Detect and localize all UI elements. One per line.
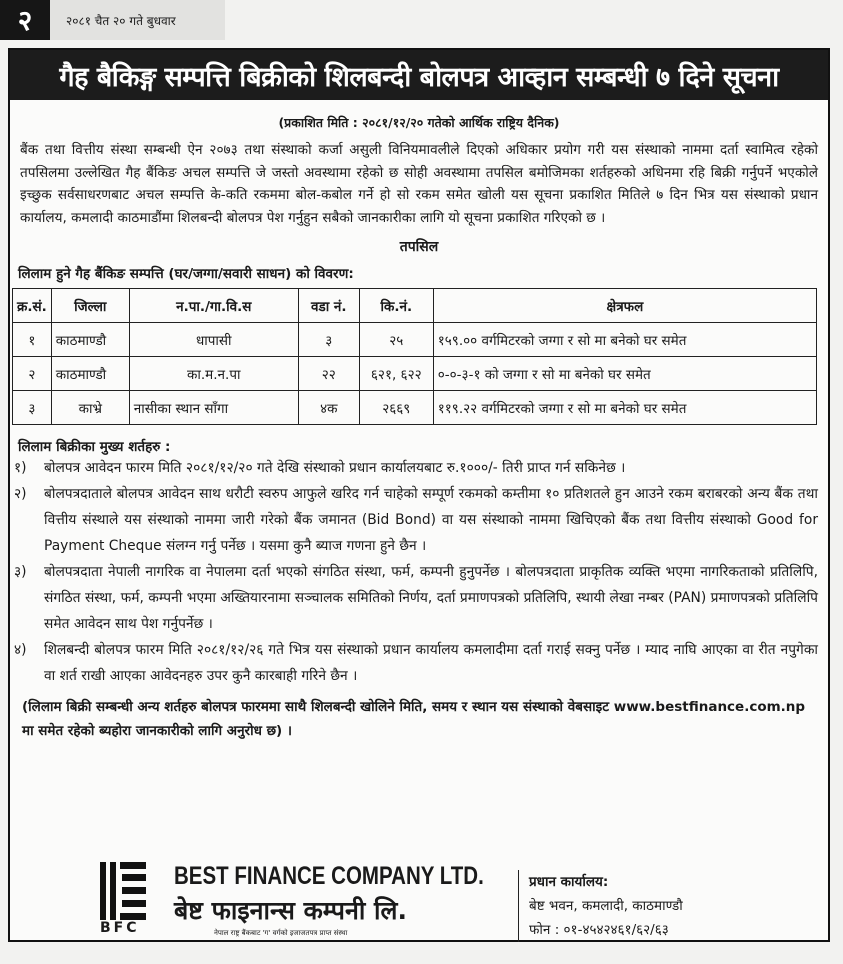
cell-ward: ४क xyxy=(298,391,359,425)
cell-district: काभ्रे xyxy=(51,391,129,425)
cell-area: ०-०-३-१ को जग्गा र सो मा बनेको घर समेत xyxy=(433,357,816,391)
col-district: जिल्ला xyxy=(51,289,129,323)
cell-sn: ३ xyxy=(13,391,52,425)
cell-municipality: धापासी xyxy=(129,323,298,357)
condition-text: बोलपत्रदाताले बोलपत्र आवेदन साथ धरौटी स्वरुप आफुले खरिद गर्न चाहेको सम्पूर्ण रकमको कम्तीमा १० प्रतिशतले हुन आउने रकम बराबरको अन्य बैंक तथा वित्तीय संस्थाले यस संस्थाको नाममा जारी गरेको बैंक जमानत (Bid Bond) वा यस संस्थाको नाममा खिचिएको बैंक तथा वित्तीय संस्थाको Good for Payment Cheque संलग्न गर्नु पर्नेछ । यसमा कुनै ब्याज गणना हुने छैन । xyxy=(44,486,818,554)
condition-number: २) xyxy=(14,486,27,502)
logo-text: BFC xyxy=(100,920,140,936)
col-area: क्षेत्रफल xyxy=(433,289,816,323)
condition-text: शिलबन्दी बोलपत्र फारम मिति २०८१/१२/२६ गते भित्र यस संस्थाको प्रधान कार्यालय कमलादीमा दर्ता गराई सक्नु पर्नेछ । म्याद नाघि आएका वा रीत नपुगेका वा शर्त राखी आएका आवेदनहरु उपर कुनै कारबाही गरिने छैन । xyxy=(44,642,818,684)
table-row xyxy=(13,357,817,391)
office-address: बेष्ट भवन, कमलादी, काठमाण्डौ xyxy=(529,898,683,914)
cell-plot: २६६९ xyxy=(359,391,433,425)
col-sn: क्र.सं. xyxy=(13,289,52,323)
condition-number: ३) xyxy=(14,564,27,580)
cell-sn: २ xyxy=(13,357,52,391)
condition-item xyxy=(14,481,818,559)
page-number: २ xyxy=(0,0,50,40)
condition-item xyxy=(14,637,818,689)
cell-municipality: नासीका स्थान साँगा xyxy=(129,391,298,425)
cell-district: काठमाण्डौ xyxy=(51,357,129,391)
table-row xyxy=(13,391,817,425)
company-name-en: BEST FINANCE COMPANY LTD. xyxy=(174,862,484,890)
company-tagline: नेपाल राष्ट्र बैंकबाट 'ग' वर्गको इजाजतपत्र प्राप्त संस्था xyxy=(214,929,348,937)
cell-sn: १ xyxy=(13,323,52,357)
col-ward: वडा नं. xyxy=(298,289,359,323)
footnote: (लिलाम बिक्री सम्बन्धी अन्य शर्तहरु बोलपत्र फारममा साथै शिलबन्दी खोलिने मिति, समय र स्थान यस संस्थाको वेबसाइट www.bestfinance.com.np मा समेत रहेको ब्यहोरा जानकारीको लागि अनुरोध छ) । xyxy=(22,699,806,739)
property-table xyxy=(12,288,817,425)
cell-municipality: का.म.न.पा xyxy=(129,357,298,391)
schedule-heading: तपसिल xyxy=(399,239,439,255)
notice-box xyxy=(8,48,830,942)
condition-item xyxy=(14,559,818,637)
issue-date: २०८१ चैत २० गते बुधवार xyxy=(50,0,225,40)
intro-paragraph: बैंक तथा वित्तीय संस्था सम्बन्धी ऐन २०७३ तथा संस्थाको कर्जा असुली विनियमावलीले दिएको अधिकार प्रयोग गरी यस संस्थाको नाममा दर्ता स्वामित्व रहेको तपसिलमा उल्लेखित गैह बैंकिङ अचल सम्पत्ति जे जस्तो अवस्थामा रहेको छ सोही अवस्थामा तपसिल बमोजिमका शर्तहरुको अधिनमा रहि बिक्री गर्नुपर्ने भएकोले इच्छुक सर्वसाधरणबाट अचल सम्पत्ति के-कति रकममा बोल-कबोल गर्ने हो सो रकम समेत खोली यस सूचना प्रकाशित मितिले ७ दिन भित्र यस संस्थाको प्रधान कार्यालय, कमलादी काठमाडौंमा शिलबन्दी बोलपत्र पेश गर्नुहुन सबैको जानकारीका लागि यो सूचना प्रकाशित गरिएको छ । xyxy=(20,142,818,226)
condition-text: बोलपत्रदाता नेपाली नागरिक वा नेपालमा दर्ता भएको संगठित संस्था, फर्म, कम्पनी हुनुपर्नेछ । बोलपत्रदाता प्राकृतिक व्यक्ति भएमा नागरिकताको प्रतिलिपि, संगठित संस्था, फर्म, कम्पनी भएमा अख्तियारनामा सञ्चालक समितिको निर्णय, दर्ता प्रमाणपत्रको प्रतिलिपि, स्थायी लेखा नम्बर (PAN) प्रमाणपत्रको प्रतिलिपि समेत आवेदन साथ पेश गर्नुपर्नेछ । xyxy=(44,564,818,632)
table-row xyxy=(13,323,817,357)
condition-number: १) xyxy=(14,460,27,476)
bfc-logo xyxy=(100,862,148,934)
office-phone: फोन : ०१-४५४२४६१/६२/६३ xyxy=(529,922,669,938)
office-heading: प्रधान कार्यालय: xyxy=(529,874,609,890)
condition-item xyxy=(14,455,818,481)
cell-area: ११९.२२ वर्गमिटरको जग्गा र सो मा बनेको घर समेत xyxy=(433,391,816,425)
cell-district: काठमाण्डौ xyxy=(51,323,129,357)
published-date: (प्रकाशित मिति : २०८१/१२/२० गतेको आर्थिक राष्ट्रिय दैनिक) xyxy=(278,115,560,130)
notice-title: गैह बैकिङ्ग सम्पत्ति बिक्रीको शिलबन्दी बोलपत्र आव्हान सम्बन्धी ७ दिने सूचना xyxy=(10,50,828,100)
cell-ward: २२ xyxy=(298,357,359,391)
head-office xyxy=(518,870,683,942)
conditions-heading: लिलाम बिक्रीका मुख्य शर्तहरु : xyxy=(18,439,171,455)
cell-ward: ३ xyxy=(298,323,359,357)
company-block xyxy=(100,862,544,938)
condition-text: बोलपत्र आवेदन फारम मिति २०८१/१२/२० गते देखि संस्थाको प्रधान कार्यालयबाट रु.१०००/- तिरी प्राप्त गर्न सकिनेछ । xyxy=(44,460,626,476)
col-plot: कि.नं. xyxy=(359,289,433,323)
cell-plot: २५ xyxy=(359,323,433,357)
cell-plot: ६२१, ६२२ xyxy=(359,357,433,391)
condition-number: ४) xyxy=(14,642,27,658)
cell-area: १५९.०० वर्गमिटरको जग्गा र सो मा बनेको घर समेत xyxy=(433,323,816,357)
company-name-np: बेष्ट फाइनान्स कम्पनी लि. xyxy=(174,896,407,925)
table-header-row xyxy=(13,289,817,323)
table-heading: लिलाम हुने गैह बैंकिङ सम्पत्ति (घर/जग्गा/सवारी साधन) को विवरण: xyxy=(18,266,354,282)
col-municipality: न.पा./गा.वि.स xyxy=(129,289,298,323)
